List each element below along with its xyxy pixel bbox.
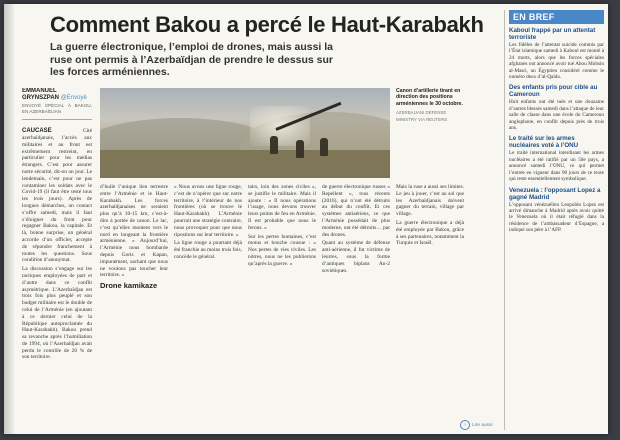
photo-caption: Canon d’artillerie tirant en direction des positions arméniennes le 30 octobre. — [396, 88, 463, 107]
arrow-icon: › — [460, 420, 470, 430]
photo-credit: AZERBAIJANI DEFENSE MINISTRY VIA REUTERS — [396, 110, 448, 122]
dateline: CAUCASE — [22, 128, 52, 135]
column-1 — [22, 88, 92, 430]
brief-title: Le traité sur les armes nucléaires voté à l’ONU — [509, 135, 579, 150]
photo-ground — [100, 150, 390, 178]
paragraph: d’huile l’unique lien terrestre entre l’Arménie et le Haut-Karabakh. Les forces azerbaïdjanaises ne seraient plus qu’à 10-15 km, c’est-à-dire à portée de canon. Le lac, c’est qu’elles montent vers le nord en longeant la frontière arménienne. « Aujourd’hui, l’Arménie nous bombarde depuis Goris et Kapan, impunément, sachant que nous ne voulons pas toucher leur territoire. » — [100, 184, 168, 279]
paragraph — [22, 128, 92, 264]
byline-handle[interactable]: @Envoyé — [60, 94, 87, 101]
photo-soldier — [270, 136, 278, 154]
column-6 — [396, 184, 464, 430]
byline-author: EMMANUEL GRYNSZPAN — [22, 88, 60, 101]
paragraph-text: Cité azerbaïdjanais, l’accès aux militaires et au front est extrêmement restreint, en particulier pour les médias étrangers. C’est pour assurer notre sécurité, dit-on un jour. Le lendemain, c’est pour ne pas contaminer les soldats avec le Covid-19 (il faut être testé tous les trois jours). Après de longues démarches, un contact s’offre samedi, mais il faut s’éloigner du front pour regagner Bakou, la capitale. Et là, bonne surprise, un général accorde d’un officier, accepte de répondre franchement à toutes les questions. Sous condition d’anonymat. — [22, 128, 92, 264]
column-5 — [322, 184, 390, 430]
brief-item[interactable] — [509, 84, 604, 131]
article-headline: Comment Bakou a percé le Haut-Karabakh — [50, 12, 484, 37]
photo-soldier — [296, 140, 304, 158]
newspaper-page — [4, 4, 608, 434]
brief-body: Le traité international interdisant les armes nucléaires a été ratifié par un 50e pays, a annoncé samedi l’ONU, ce qui permet l’entrée en vigueur dans 90 jours de ce texte qui reste essentiellement symbolique. — [509, 150, 604, 183]
brief-item[interactable] — [509, 187, 604, 234]
paragraph: « Nous avons une ligne rouge, c’est de n’opérer que sur notre territoire, à l’intérieur de nos frontières (où se trouve le Haut-Karabakh). L’Arménie pourrait une stratégie contraire, nous provoquer pour que nous ripostions sur leur territoire. » — [174, 184, 242, 238]
byline — [22, 88, 92, 102]
brief-title: Des enfants pris pour cible au Cameroun — [509, 84, 598, 99]
brief-body: Les fidèles de l’attentat suicide commis par l’État islamique samedi à Kaboul est monté à 24 morts, alors que les forces spéciales afghanes ont annoncé avoir tué Abou Mohsin al-Masri, un Égyptien considéré comme le numéro deux d’al-Qaïda. — [509, 42, 604, 81]
brief-body: Huit enfants ont été tués et une douzaine d’autres blessés samedi dans l’attaque de leur salle de classe dans une école du Cameroun anglophone, en conflit depuis près de trois ans. — [509, 99, 604, 132]
brief-title: Kaboul frappé par un attentat terroriste — [509, 27, 596, 41]
paragraph: de guerre électronique russes « Repellent », tous récents (2016), qui n’ont été détruits au début du conflit. Et ces systèmes antiaériens, ce que l’Arménie possédait de plus moderne, ont été détruits… par des drones. — [322, 184, 390, 238]
article-deck: La guerre électronique, l’emploi de drones, mais aussi la ruse ont permis à l’Azerbaïdjan de prendre le dessus sur les forces arméniennes. — [50, 41, 334, 78]
page-spine — [4, 4, 14, 434]
sidebar-header: EN BREF — [509, 10, 604, 24]
brief-body: L’opposant vénézuélien Leopoldo Lopez est arrivé dimanche à Madrid après avoir quitté le Venezuela où il était réfugié dans la résidence de l’ambassadeur d’Espagne, a indiqué son père à l’AFP. — [509, 201, 604, 234]
paragraph: La discussion s’engage sur les tactiques employées de part et d’autre dans ce conflit asymétrique. L’Azerbaïdjan est trois fois plus peuplé et son budget militaire est le double de celui de l’Arménie (en ajoutant à ce dernier celui de la République autoproclamée du Haut-Karabakh). Bakou prend sa revanche après l’humiliation de 1994, où l’Azerbaïdjan avait perdu le contrôle de 20 % de son territoire. — [22, 266, 92, 361]
news-brief-sidebar — [504, 10, 604, 430]
column-4 — [248, 184, 316, 430]
column-2 — [100, 184, 168, 430]
paragraph: Sur les pertes humaines, c’est motus et bouche cousue : « Nos pertes de vies civiles. Les nôtres, nous ne les publierons qu’après la guerre. » — [248, 233, 316, 267]
paragraph: tairs, loin des zones civiles », se justifie le militaire. Mais il ajoute : « Il nous opérations l’usage, nous devons trouver leurs points de feu en Arménie. Il est probable que nous le ferons. » — [248, 184, 316, 231]
photo-soldier — [320, 138, 328, 156]
article-columns — [20, 88, 500, 430]
article-photo[interactable] — [100, 88, 390, 178]
photo-caption-box — [396, 88, 466, 178]
column-3 — [174, 184, 242, 430]
byline-role: ENVOYÉ SPÉCIAL À BAKOU, EN AZERBAÏDJAN — [22, 103, 92, 121]
brief-title: Venezuela : l’opposant Lopez a gagné Madrid — [509, 186, 601, 201]
read-also-link[interactable] — [460, 420, 493, 430]
read-also-label: Lire aussi — [472, 423, 493, 428]
paragraph: La ligne rouge a pourtant déjà été franchie au moins trois fois, concède le général. — [174, 240, 242, 260]
subhead: Drone kamikaze — [100, 281, 158, 291]
brief-item[interactable] — [509, 135, 604, 182]
paragraph: Mais la ruse a aussi ses limites. Le jeu à jouer, c’est au sol que les Azerbaïdjanais doivent gagner du terrain, village par village. — [396, 184, 464, 218]
paragraph: La guerre électronique a déjà été employée par Bakou, grâce à ses partenaires, notamment la Turquie et Israël. — [396, 219, 464, 247]
main-article — [20, 10, 500, 430]
brief-item[interactable] — [509, 27, 604, 80]
paragraph: Quant au système de défense anti-aérienne, il fut victime de leurres, sous la forme d’antiques biplans An-2 soviétiques. — [322, 240, 390, 274]
